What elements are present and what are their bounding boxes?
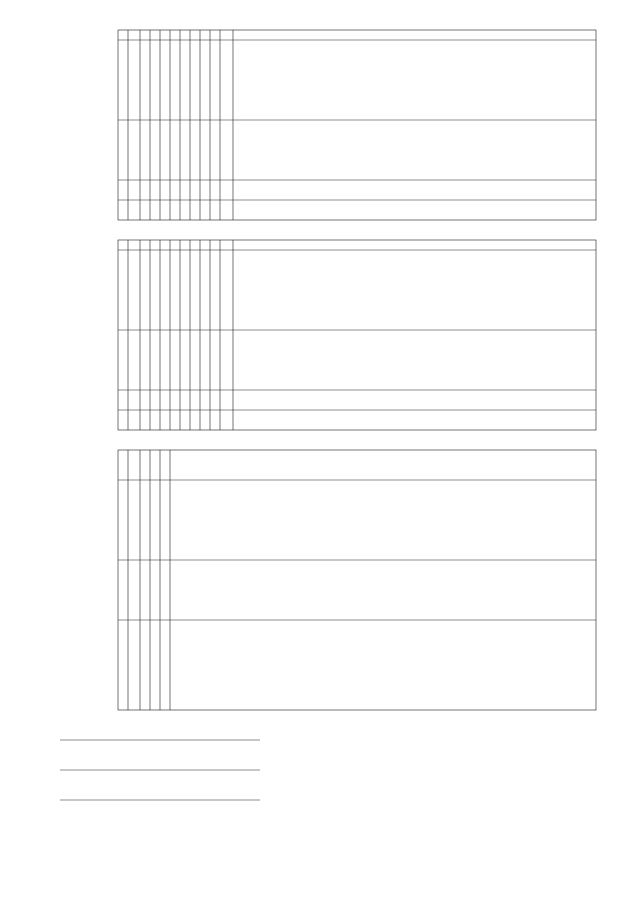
signature-area (60, 740, 260, 800)
table-3-1-1 (118, 30, 596, 220)
table-4 (118, 450, 596, 710)
table-3-1-2 (118, 240, 596, 430)
